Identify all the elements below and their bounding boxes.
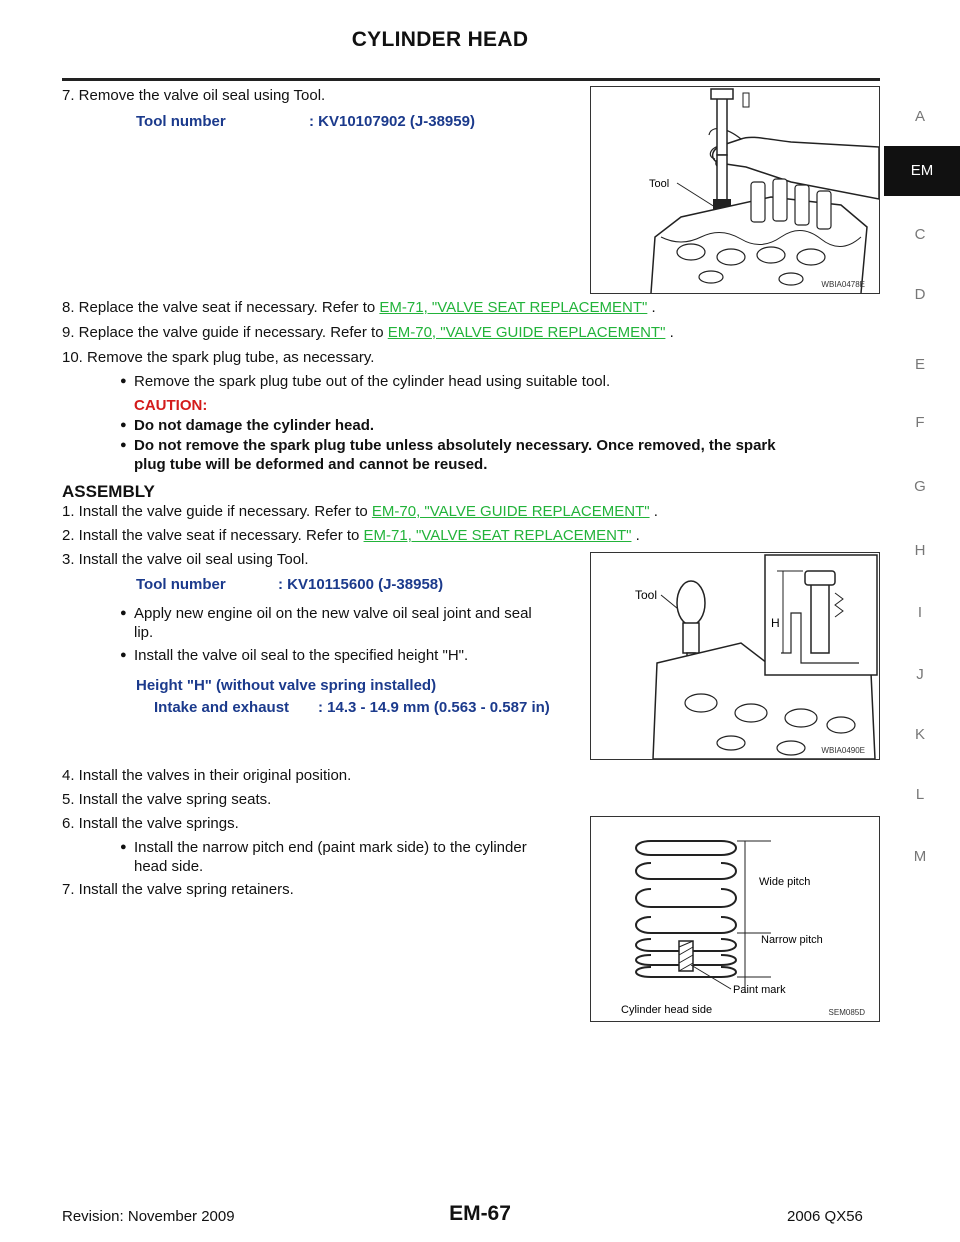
section-tab-g[interactable]: G <box>914 478 926 495</box>
fig1-label: Tool <box>649 178 670 190</box>
step-10: 10. Remove the spark plug tube, as necessary. <box>62 349 375 366</box>
section-tab-f[interactable]: F <box>915 414 925 431</box>
assembly-step-4: 4. Install the valves in their original position. <box>62 767 352 784</box>
link-valve-seat-replacement-2[interactable]: EM-71, "VALVE SEAT REPLACEMENT" <box>363 527 632 544</box>
footer-revision: Revision: November 2009 <box>62 1208 235 1225</box>
caution-2-cont: plug tube will be deformed and cannot be reused. <box>134 456 488 473</box>
section-tab-d[interactable]: D <box>914 286 926 303</box>
step-10-bullet: ● Remove the spark plug tube out of the cylinder head using suitable tool. <box>134 372 610 391</box>
header-rule <box>62 78 880 81</box>
assembly-step-1: 1. Install the valve guide if necessary. Refer to EM-70, "VALVE GUIDE REPLACEMENT" . <box>62 503 658 520</box>
figure-valve-spring <box>590 816 880 1022</box>
assembly-step-6: 6. Install the valve springs. <box>62 815 239 832</box>
section-tab-h[interactable]: H <box>914 542 926 559</box>
link-valve-guide-replacement[interactable]: EM-70, "VALVE GUIDE REPLACEMENT" <box>387 324 666 341</box>
section-tab-c[interactable]: C <box>914 226 926 243</box>
caution-2: ● Do not remove the spark plug tube unless absolutely necessary. Once removed, the spark <box>134 436 776 455</box>
oil-seal-removal-illustration <box>591 87 879 293</box>
figure-oil-seal-install <box>590 552 880 760</box>
section-tab-j[interactable]: J <box>916 666 924 683</box>
assembly-step-2: 2. Install the valve seat if necessary. Refer to EM-71, "VALVE SEAT REPLACEMENT" . <box>62 527 640 544</box>
height-spec-value: : 14.3 - 14.9 mm (0.563 - 0.587 in) <box>318 699 550 716</box>
section-tab-em[interactable]: EM <box>884 146 960 196</box>
assembly-3-bullet-1: ● Apply new engine oil on the new valve oil seal joint and seal <box>134 604 532 623</box>
oil-seal-install-illustration <box>591 553 879 759</box>
fig3-paint-mark: Paint mark <box>733 984 786 996</box>
assembly-step-3: 3. Install the valve oil seal using Tool. <box>62 551 309 568</box>
fig3-wide-pitch: Wide pitch <box>759 876 811 888</box>
footer-model: 2006 QX56 <box>787 1208 863 1225</box>
step-7: 7. Remove the valve oil seal using Tool. <box>62 87 326 104</box>
fig1-code: WBIA0478E <box>821 280 865 289</box>
tool-number-value-2: : KV10115600 (J-38958) <box>278 576 444 593</box>
assembly-6-bullet: ● Install the narrow pitch end (paint mark side) to the cylinder <box>134 838 527 857</box>
page-title: CYLINDER HEAD <box>351 28 529 51</box>
caution-1: ● Do not damage the cylinder head. <box>134 416 374 435</box>
fig2-code: WBIA0490E <box>821 746 865 755</box>
page-number: EM-67 <box>449 1202 511 1225</box>
assembly-6-bullet-cont: head side. <box>134 858 204 875</box>
valve-spring-illustration <box>591 817 879 1021</box>
section-tab-l[interactable]: L <box>915 786 925 803</box>
section-assembly: ASSEMBLY <box>62 482 155 501</box>
assembly-3-bullet-2: ● Install the valve oil seal to the specified height "H". <box>134 646 468 665</box>
assembly-step-5: 5. Install the valve spring seats. <box>62 791 272 808</box>
figure-oil-seal-removal <box>590 86 880 294</box>
section-tab-a[interactable]: A <box>914 108 925 125</box>
fig3-cylinder-head-side: Cylinder head side <box>621 1004 713 1016</box>
step-9: 9. Replace the valve guide if necessary. Refer to EM-70, "VALVE GUIDE REPLACEMENT" . <box>62 324 674 341</box>
section-tab-k[interactable]: K <box>914 726 925 743</box>
fig3-narrow-pitch: Narrow pitch <box>761 934 823 946</box>
section-tab-e[interactable]: E <box>914 356 925 373</box>
assembly-step-7: 7. Install the valve spring retainers. <box>62 881 294 898</box>
link-valve-guide-replacement-2[interactable]: EM-70, "VALVE GUIDE REPLACEMENT" <box>371 503 650 520</box>
tool-number-value: : KV10107902 (J-38959) <box>309 113 475 130</box>
link-valve-seat-replacement[interactable]: EM-71, "VALVE SEAT REPLACEMENT" <box>379 299 648 316</box>
height-spec-label: Intake and exhaust <box>154 699 290 716</box>
height-spec-title: Height "H" (without valve spring installed) <box>136 677 437 694</box>
tool-number-label-2: Tool number <box>136 576 226 593</box>
step-8: 8. Replace the valve seat if necessary. Refer to EM-71, "VALVE SEAT REPLACEMENT" . <box>62 299 656 316</box>
assembly-3-bullet-1-cont: lip. <box>134 624 154 641</box>
fig2-label-tool: Tool <box>635 588 658 602</box>
fig2-label-h: H <box>771 616 780 630</box>
caution-label: CAUTION: <box>134 397 208 414</box>
fig3-code: SEM085D <box>828 1008 865 1017</box>
tool-number-label: Tool number <box>136 113 226 130</box>
section-tab-i[interactable]: I <box>917 604 923 621</box>
section-tab-m[interactable]: M <box>913 848 927 865</box>
